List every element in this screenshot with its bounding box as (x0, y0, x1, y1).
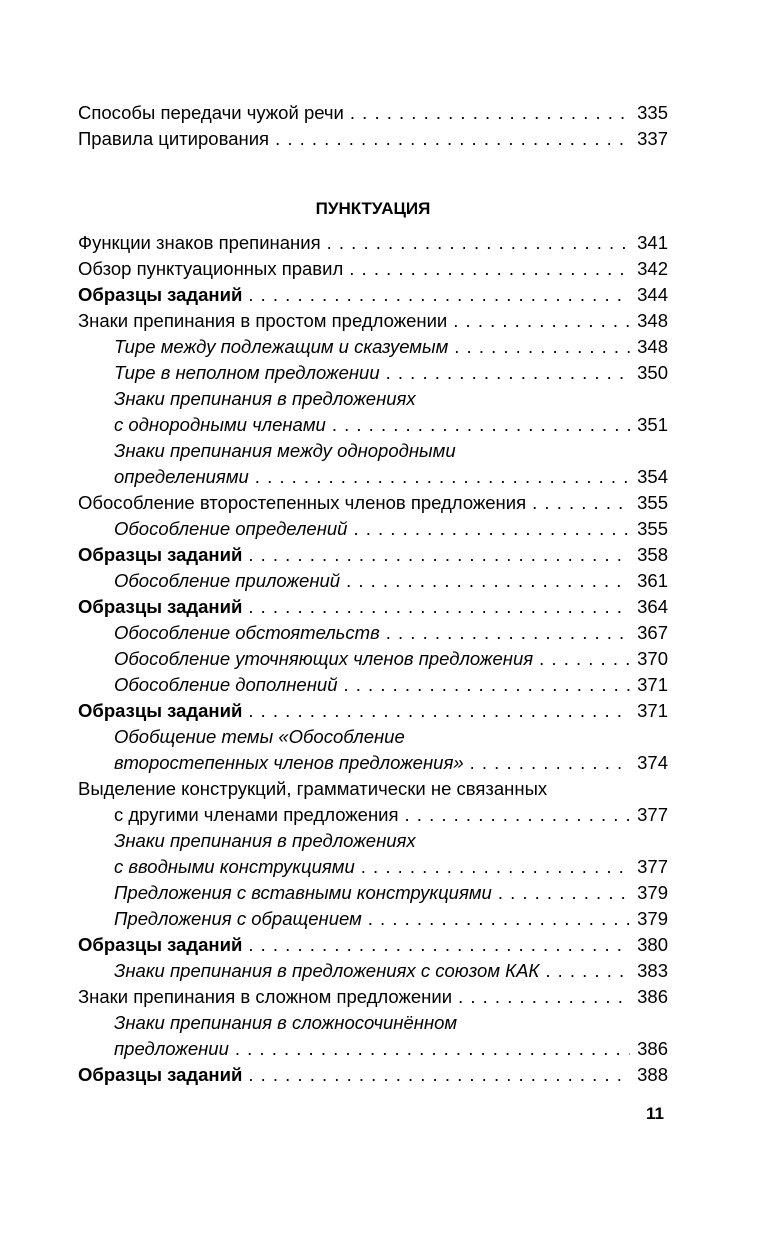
toc-entry-title: Предложения с вставными конструкциями (114, 882, 492, 903)
toc-entry (78, 958, 668, 984)
toc-entry (78, 698, 668, 724)
toc-entry (78, 100, 668, 126)
toc-entry-page: 355 (637, 492, 668, 513)
toc-entry-page: 377 (637, 804, 668, 825)
toc-entry-title: Выделение конструкций, грамматически не связанных (78, 778, 548, 799)
toc-entry-title: Знаки препинания в предложениях (114, 388, 416, 409)
toc-entry-page: 379 (637, 908, 668, 929)
toc-entry (78, 776, 668, 802)
dot-leader (248, 594, 630, 620)
toc-entry-page: 367 (637, 622, 668, 643)
toc-top-section (78, 100, 668, 152)
toc-entry-page: 354 (637, 466, 668, 487)
toc-entry-page: 386 (637, 1038, 668, 1059)
toc-entry-title: Образцы заданий (78, 934, 243, 955)
toc-entry-page: 348 (637, 310, 668, 331)
dot-leader (343, 672, 630, 698)
toc-entry-continuation (78, 854, 668, 880)
dot-leader (386, 620, 630, 646)
toc-main-section (78, 230, 668, 1088)
dot-leader (248, 1062, 630, 1088)
toc-entry (78, 490, 668, 516)
toc-entry-title: Обособление обстоятельств (114, 622, 380, 643)
toc-entry-page: 350 (637, 362, 668, 383)
toc-entry (78, 594, 668, 620)
toc-entry (78, 542, 668, 568)
toc-entry-title: Тире между подлежащим и сказуемым (114, 336, 449, 357)
toc-entry (78, 620, 668, 646)
dot-leader (349, 256, 630, 282)
toc-entry-page: 379 (637, 882, 668, 903)
dot-leader (539, 646, 630, 672)
dot-leader (470, 750, 630, 776)
dot-leader (386, 360, 630, 386)
toc-entry-page: 388 (637, 1064, 668, 1085)
toc-entry-title: Образцы заданий (78, 596, 243, 617)
toc-entry-title: Обобщение темы «Обособление (114, 726, 405, 747)
toc-entry-title: Обособление второстепенных членов предложения (78, 492, 527, 513)
toc-entry-page: 335 (637, 102, 668, 123)
toc-entry-page: 358 (637, 544, 668, 565)
toc-entry (78, 984, 668, 1010)
dot-leader (405, 802, 630, 828)
toc-entry-title-cont: предложении (114, 1038, 229, 1059)
toc-entry-title: Знаки препинания в сложносочинённом (114, 1012, 458, 1033)
toc-entry-page: 371 (637, 674, 668, 695)
toc-entry-continuation (78, 802, 668, 828)
toc-entry (78, 256, 668, 282)
toc-entry-title: Функции знаков препинания (78, 232, 321, 253)
toc-entry (78, 230, 668, 256)
toc-entry-title: Знаки препинания в предложениях (114, 830, 416, 851)
toc-entry-title: Знаки препинания между однородными (114, 440, 456, 461)
toc-entry-title: Обособление определений (114, 518, 348, 539)
toc-entry-page: 371 (637, 700, 668, 721)
toc-entry-page: 344 (637, 284, 668, 305)
toc-entry-title: Образцы заданий (78, 700, 243, 721)
table-of-contents (78, 100, 668, 1088)
toc-entry-page: 383 (637, 960, 668, 981)
toc-entry-page: 380 (637, 934, 668, 955)
toc-entry-title: Обзор пунктуационных правил (78, 258, 344, 279)
dot-leader (454, 334, 630, 360)
toc-entry (78, 906, 668, 932)
toc-entry (78, 1062, 668, 1088)
dot-leader (275, 126, 630, 152)
toc-entry-page: 337 (637, 128, 668, 149)
toc-entry (78, 282, 668, 308)
toc-entry (78, 932, 668, 958)
toc-entry-page: 364 (637, 596, 668, 617)
toc-entry-page: 370 (637, 648, 668, 669)
dot-leader (350, 100, 630, 126)
dot-leader (255, 464, 630, 490)
toc-entry (78, 360, 668, 386)
toc-entry-page: 374 (637, 752, 668, 773)
toc-entry-continuation (78, 1036, 668, 1062)
toc-entry-title-cont: с другими членами предложения (114, 804, 399, 825)
toc-entry-title: Тире в неполном предложении (114, 362, 380, 383)
toc-entry-page: 361 (637, 570, 668, 591)
toc-entry-page: 348 (637, 336, 668, 357)
dot-leader (248, 282, 630, 308)
toc-entry-title: Правила цитирования (78, 128, 270, 149)
dot-leader (248, 698, 630, 724)
toc-entry (78, 516, 668, 542)
dot-leader (368, 906, 630, 932)
toc-entry-page: 377 (637, 856, 668, 877)
dot-leader (361, 854, 630, 880)
toc-entry-title: Знаки препинания в сложном предложении (78, 986, 453, 1007)
dot-leader (332, 412, 630, 438)
toc-entry-title: Образцы заданий (78, 544, 243, 565)
toc-entry-page: 351 (637, 414, 668, 435)
section-heading: ПУНКТУАЦИЯ (315, 199, 431, 218)
toc-entry-page: 386 (637, 986, 668, 1007)
toc-entry (78, 568, 668, 594)
toc-entry (78, 880, 668, 906)
toc-entry-title: Знаки препинания в простом предложении (78, 310, 448, 331)
toc-entry-title-cont: определениями (114, 466, 249, 487)
toc-entry-title: Обособление уточняющих членов предложения (114, 648, 534, 669)
toc-entry-title: Обособление приложений (114, 570, 341, 591)
toc-entry-page: 342 (637, 258, 668, 279)
toc-entry (78, 438, 668, 464)
toc-entry (78, 724, 668, 750)
dot-leader (235, 1036, 630, 1062)
dot-leader (327, 230, 630, 256)
toc-entry-title-cont: второстепенных членов предложения» (114, 752, 464, 773)
dot-leader (498, 880, 630, 906)
toc-entry-page: 341 (637, 232, 668, 253)
toc-entry (78, 828, 668, 854)
toc-entry (78, 1010, 668, 1036)
toc-entry-title-cont: с однородными членами (114, 414, 326, 435)
dot-leader (453, 308, 630, 334)
toc-entry-continuation (78, 412, 668, 438)
toc-entry (78, 672, 668, 698)
toc-entry-continuation (78, 464, 668, 490)
dot-leader (353, 516, 630, 542)
toc-entry (78, 386, 668, 412)
dot-leader (532, 490, 630, 516)
dot-leader (248, 542, 630, 568)
toc-entry (78, 308, 668, 334)
toc-entry-title: Обособление дополнений (114, 674, 338, 695)
toc-entry (78, 334, 668, 360)
toc-entry-title: Предложения с обращением (114, 908, 362, 929)
toc-entry-title-cont: с вводными конструкциями (114, 856, 355, 877)
toc-entry-title: Образцы заданий (78, 1064, 243, 1085)
section-gap (78, 152, 668, 196)
toc-entry-title: Знаки препинания в предложениях с союзом КАК (114, 960, 540, 981)
dot-leader (458, 984, 630, 1010)
dot-leader (248, 932, 630, 958)
dot-leader (346, 568, 630, 594)
toc-entry (78, 126, 668, 152)
toc-entry-title: Способы передачи чужой речи (78, 102, 344, 123)
dot-leader (545, 958, 630, 984)
toc-entry-page: 355 (637, 518, 668, 539)
page-number: 11 (646, 1104, 664, 1123)
toc-entry-continuation (78, 750, 668, 776)
toc-entry-title: Образцы заданий (78, 284, 243, 305)
toc-entry (78, 646, 668, 672)
